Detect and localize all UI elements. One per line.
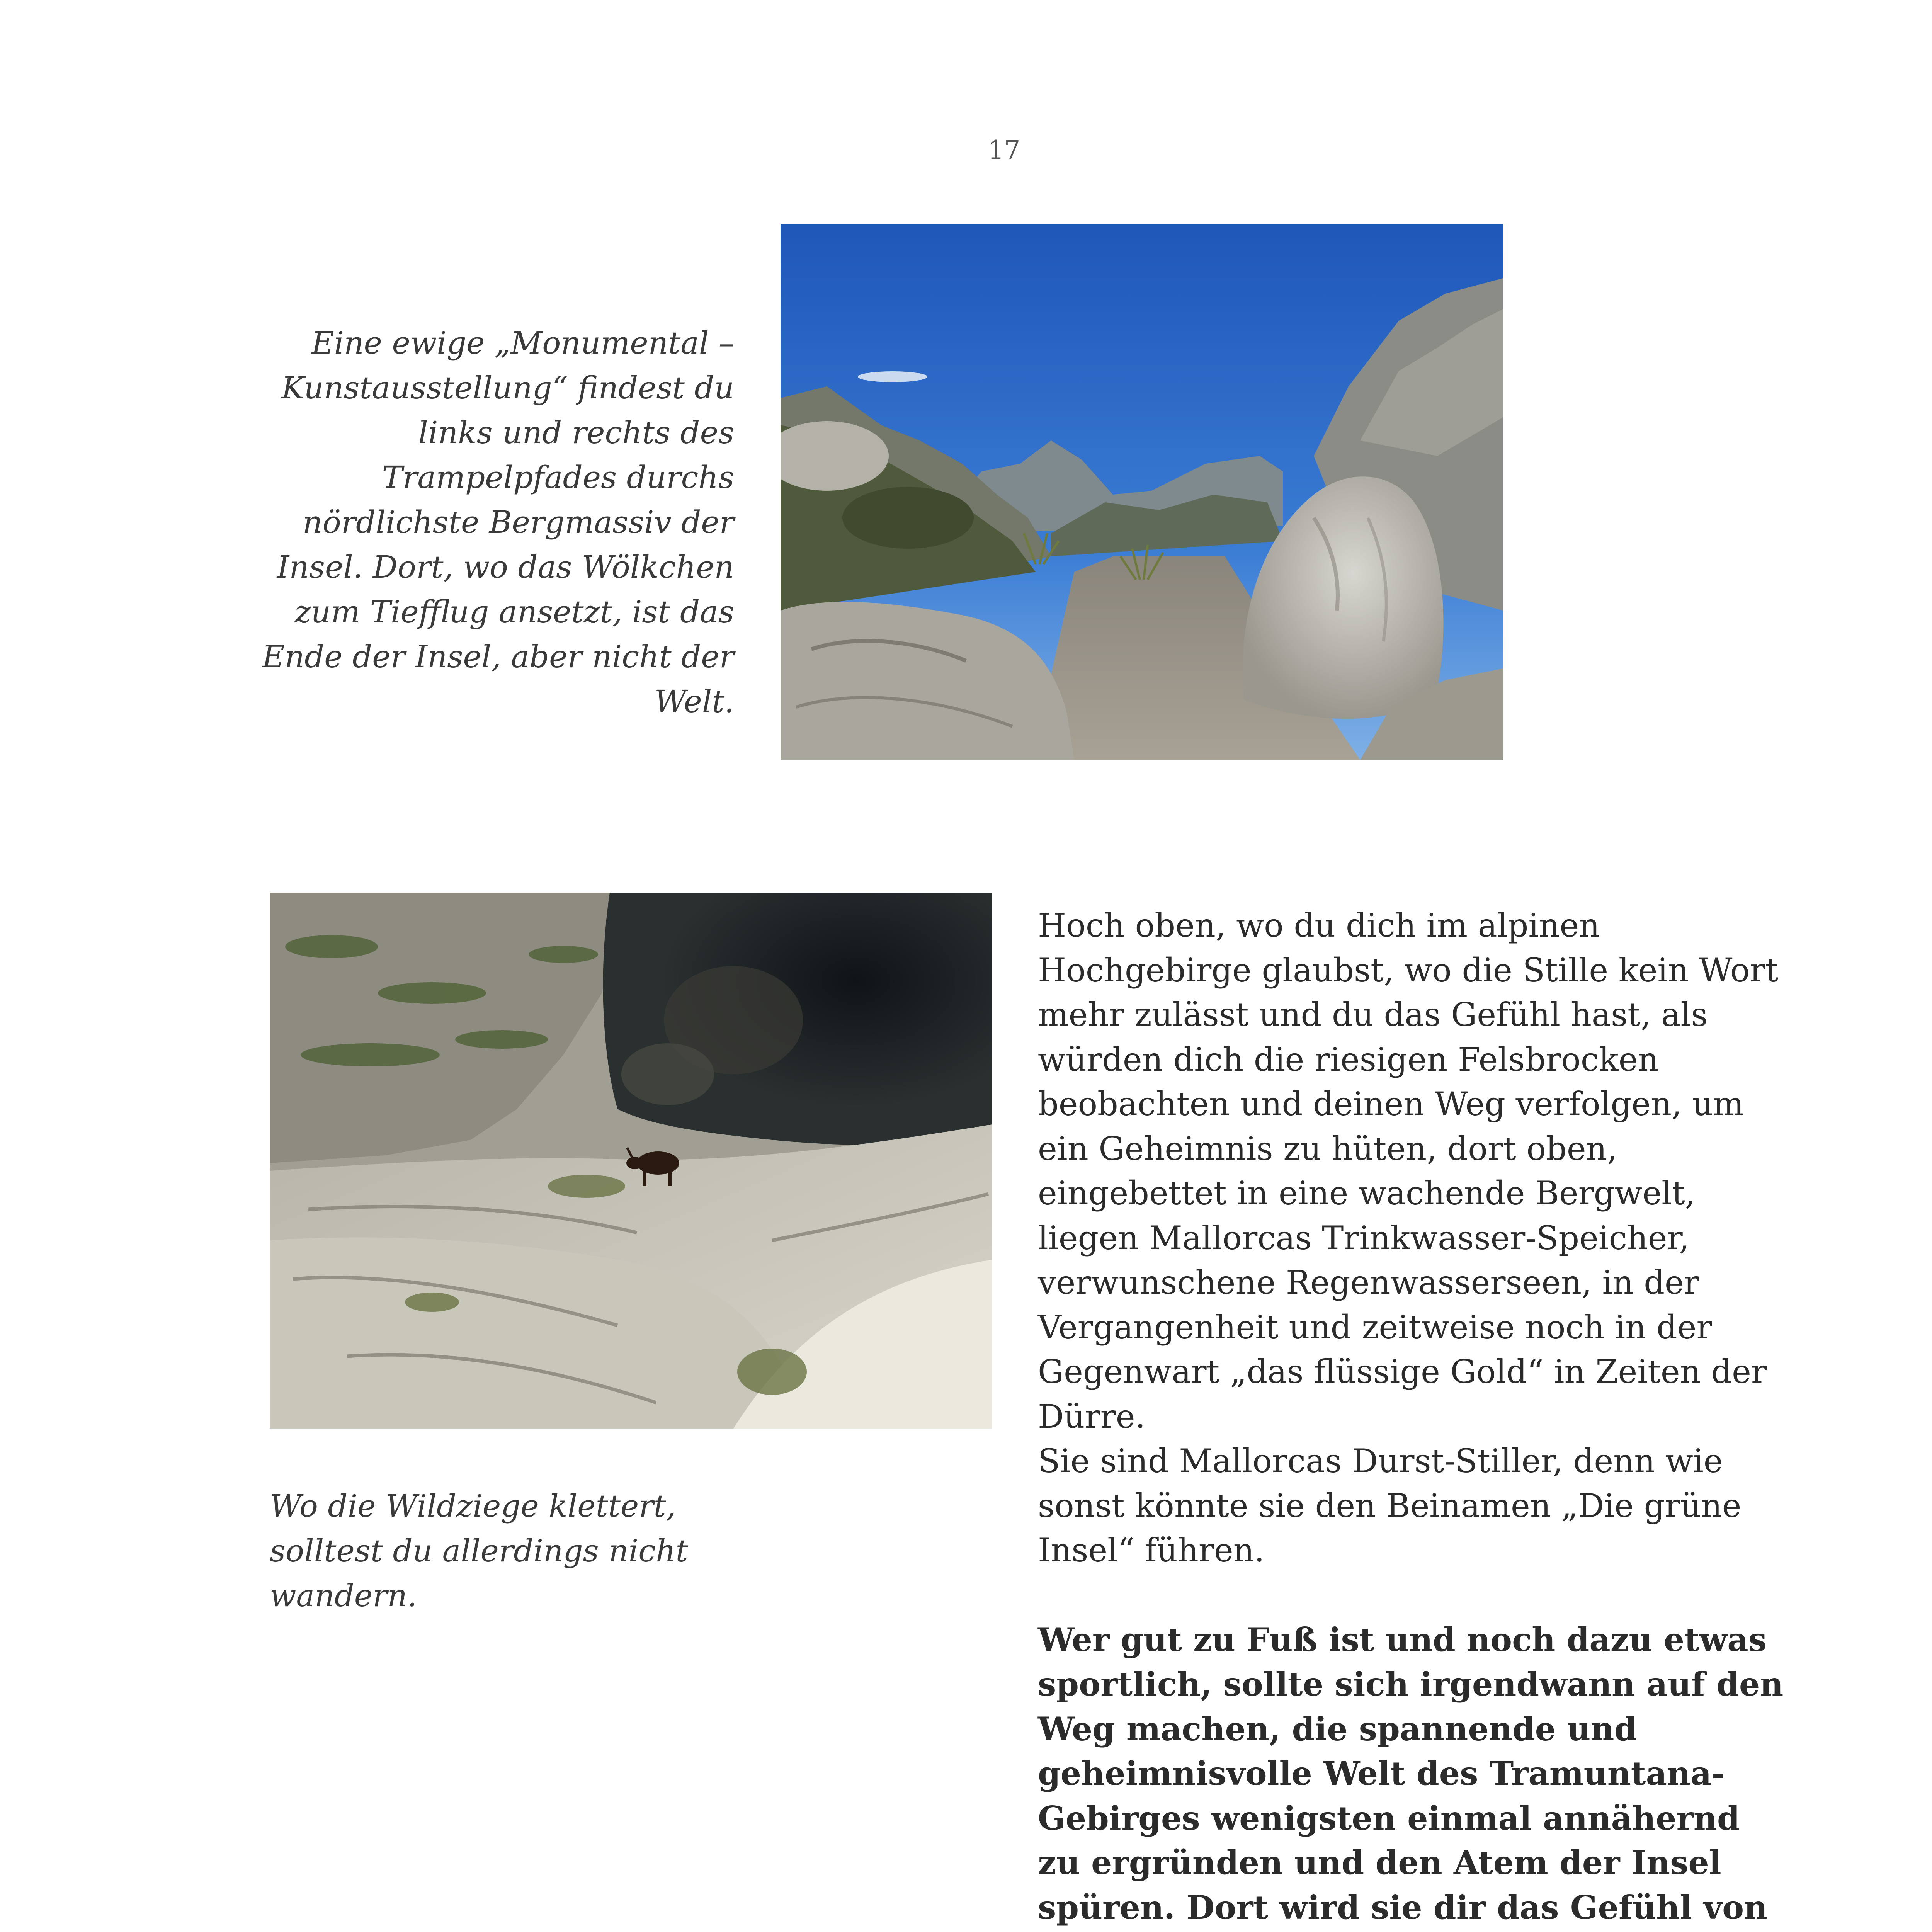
- paragraph-1: Hoch oben, wo du dich im alpinen Hochgebirge glaubst, wo die Stille kein Wort mehr zulässt und du das Gefühl hast, als würden dich die riesigen Felsbrocken beobachten und deinen Weg verfolgen, um ein Geheimnis zu hüten, dort oben, eingebettet in eine wachende Bergwelt, liegen Mallorcas Trinkwasser-Speicher, verwunschene Regenwasserseen, in der Vergangenheit und zeitweise noch in der Gegenwart „das flüssige Gold“ in Zeiten der Dürre.: [1038, 906, 1779, 1435]
- photo-caption-top: Eine ewige „Monumental – Kunstausstellung“ findest du links und rechts des Trampelpfades durchs nördlichste Bergmassiv der Insel. Dort, wo das Wölkchen zum Tiefflug ansetzt, ist das Ende der Insel, aber nicht der Welt.: [262, 325, 734, 719]
- mountain-path-image: [781, 224, 1503, 760]
- cave-goat-image: [270, 893, 992, 1429]
- mountain-path-photo: [781, 224, 1503, 760]
- paragraph-2: Sie sind Mallorcas Durst-Stiller, denn wie sonst könnte sie den Beinamen „Die grüne Insel“ führen.: [1038, 1442, 1742, 1569]
- main-text: [1038, 903, 1784, 1932]
- paragraph-3: Wer gut zu Fuß ist und noch dazu etwas sportlich, sollte sich irgendwann auf den Weg machen, die spannende und geheimnisvolle Welt des Tramuntana-Gebirges wenigsten einmal annähernd zu ergründen und den Atem der Insel spüren. Dort wird sie dir das Gefühl von: [1038, 1620, 1784, 1927]
- page-number: 17: [988, 135, 1020, 165]
- photo-caption-bottom: Wo die Wildziege klettert, solltest du allerdings nicht wandern.: [270, 1488, 688, 1614]
- paragraph-spacer: [1038, 1573, 1784, 1617]
- cave-goat-photo: [270, 893, 992, 1429]
